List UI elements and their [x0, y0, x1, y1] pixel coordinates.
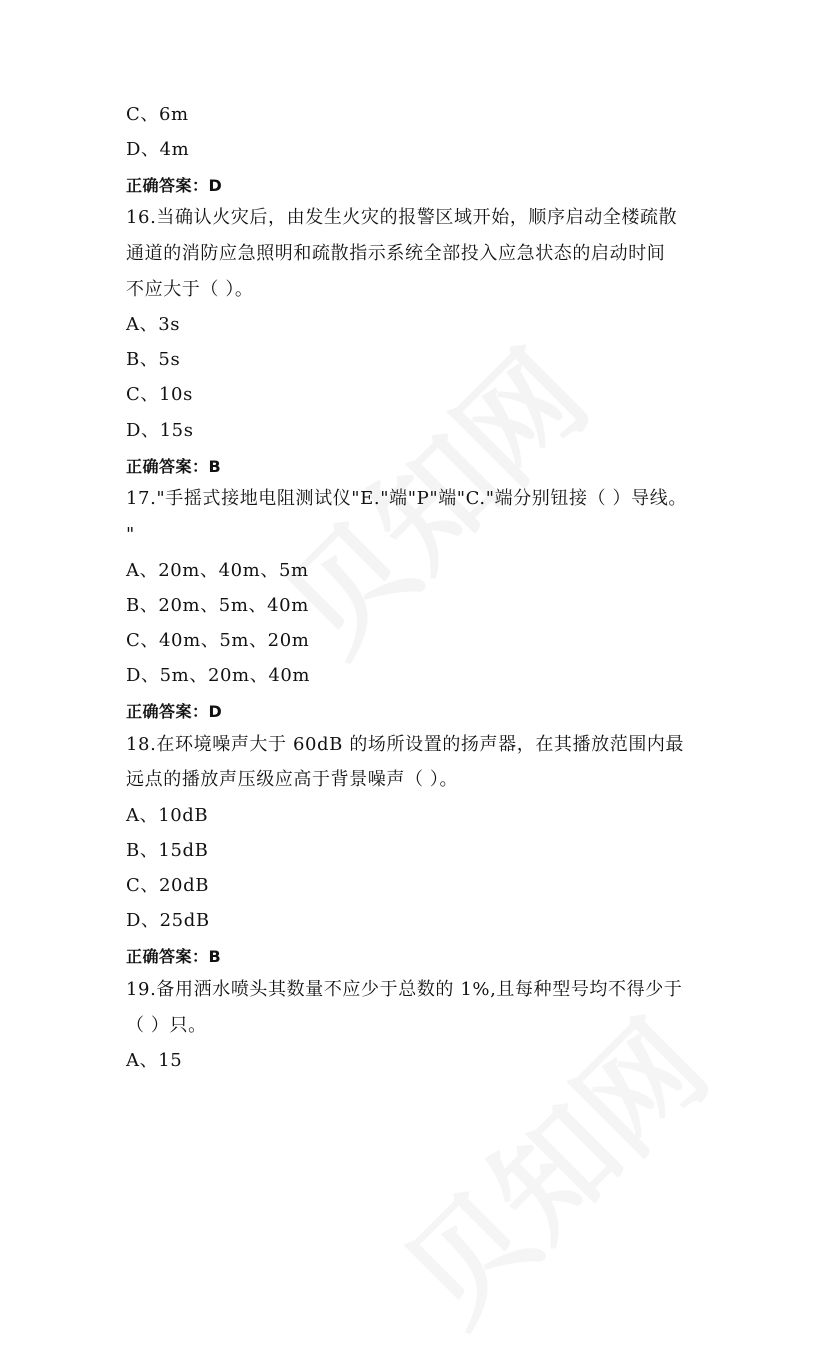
option-line: D、4m: [126, 139, 190, 160]
answer-line: 正确答案：D: [126, 702, 223, 721]
option-line: D、15s: [126, 420, 194, 441]
answer-line: 正确答案：B: [126, 947, 222, 966]
option-line: B、15dB: [126, 840, 209, 861]
answer-line: 正确答案：B: [126, 457, 222, 476]
option-line: D、5m、20m、40m: [126, 665, 311, 686]
watermark-bottom: [362, 978, 738, 1354]
question-line: 远点的播放声压级应高于背景噪声（ ）。: [126, 769, 459, 790]
answer-line: 正确答案：D: [126, 176, 223, 195]
option-line: C、40m、5m、20m: [126, 630, 310, 651]
question-line: 通道的消防应急照明和疏散指示系统全部投入应急状态的启动时间: [126, 243, 666, 264]
option-line: A、20m、40m、5m: [126, 560, 309, 581]
question-line: 17."手摇式接地电阻测试仪"E."端"P"端"C."端分别钮接（ ）导线。: [126, 488, 687, 509]
option-line: C、10s: [126, 384, 193, 405]
option-line: A、10dB: [126, 805, 209, 826]
question-line: （ ）只。: [126, 1015, 207, 1036]
option-line: C、6m: [126, 104, 189, 125]
option-line: B、20m、5m、40m: [126, 595, 309, 616]
option-line: D、25dB: [126, 910, 210, 931]
question-line: 18.在环境噪声大于 60dB 的场所设置的扬声器，在其播放范围内最: [126, 734, 685, 755]
question-line: 19.备用洒水喷头其数量不应少于总数的 1%,且每种型号均不得少于: [126, 979, 683, 1000]
option-line: C、20dB: [126, 875, 210, 896]
option-line: A、15: [126, 1050, 183, 1071]
question-line: 16.当确认火灾后，由发生火灾的报警区域开始，顺序启动全楼疏散: [126, 207, 678, 228]
option-line: A、3s: [126, 314, 181, 335]
question-line: 不应大于（ ）。: [126, 279, 254, 300]
question-line: ": [126, 524, 135, 545]
option-line: B、5s: [126, 349, 181, 370]
